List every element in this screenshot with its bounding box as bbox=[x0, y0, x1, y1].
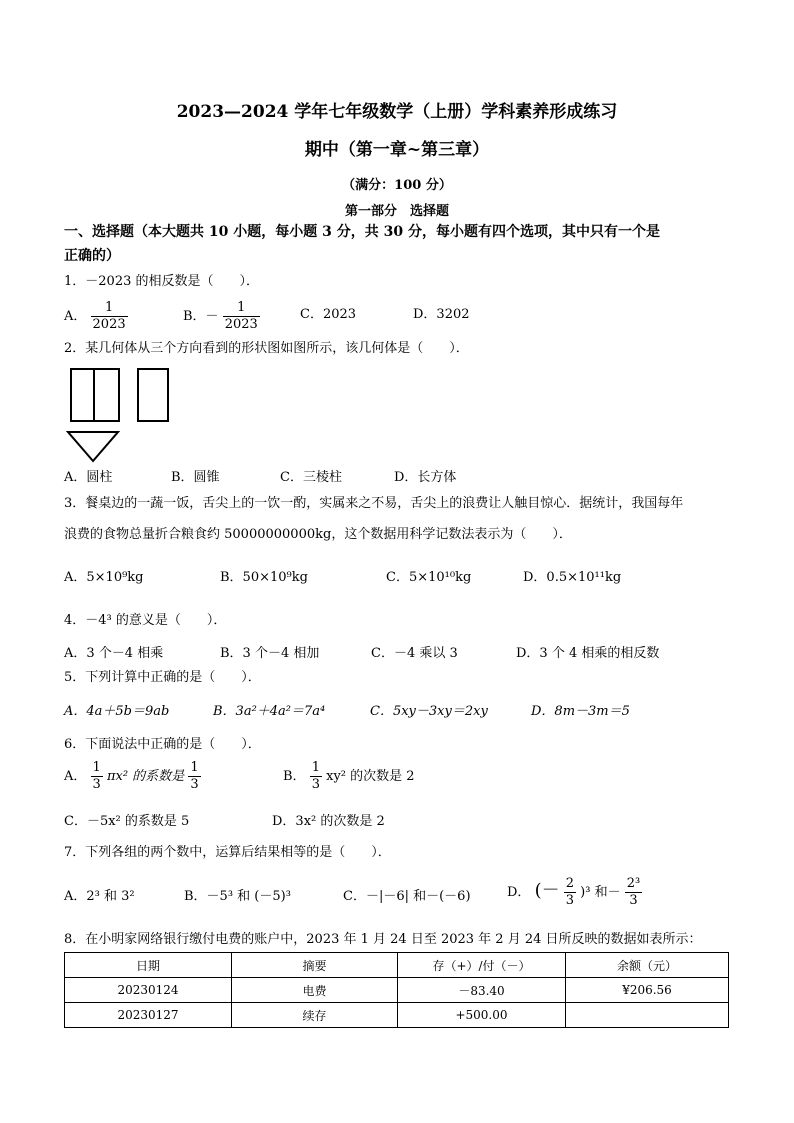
part-title: 第一部分 选择题 bbox=[344, 204, 449, 219]
q4-option-b: B．3 个－4 相加 bbox=[220, 646, 320, 661]
q7-option-d bbox=[507, 876, 642, 909]
q7-option-a: A．2³ 和 3² bbox=[64, 889, 135, 904]
score-note: （满分：100 分） bbox=[342, 178, 452, 193]
q1-a-numerator: 1 bbox=[91, 300, 128, 317]
q6-a-coefficient-fraction bbox=[188, 760, 200, 793]
q1-b-denominator: 2023 bbox=[224, 317, 258, 332]
q4-stem: 4．－4³ 的意义是（ ）． bbox=[64, 613, 227, 628]
q1-option-b bbox=[183, 300, 260, 333]
table-cell: 续存 bbox=[232, 1003, 398, 1028]
q5-option-a: A．4a＋5b＝9ab bbox=[64, 704, 170, 719]
q6-a-frac-den: 3 bbox=[92, 777, 101, 792]
q3-option-d: D．0.5×10¹¹kg bbox=[523, 570, 622, 585]
q6-stem: 6．下面说法中正确的是（ ）． bbox=[64, 737, 261, 752]
header-date: 日期 bbox=[65, 953, 232, 978]
section-heading-line2: 正确的） bbox=[64, 248, 120, 264]
q8-stem: 8．在小明家网络银行缴付电费的账户中，2023 年 1 月 24 日至 2023 年 2 月 24 日所反映的数据如表所示： bbox=[64, 932, 702, 947]
q1-a-label: A． bbox=[64, 309, 87, 324]
q1-stem: 1．－2023 的相反数是（ ）． bbox=[64, 274, 259, 289]
table-cell: ¥206.56 bbox=[566, 978, 729, 1003]
q2-stem: 2．某几何体从三个方向看到的形状图如图所示，该几何体是（ ）． bbox=[64, 341, 469, 356]
q2-option-a: A．圆柱 bbox=[64, 470, 113, 485]
q3-option-c: C．5×10¹⁰kg bbox=[386, 570, 472, 585]
q2-option-c: C．三棱柱 bbox=[280, 470, 342, 485]
q6-b-text: xy² 的次数是 2 bbox=[326, 769, 415, 784]
header-summary: 摘要 bbox=[232, 953, 398, 978]
q1-a-fraction bbox=[91, 300, 128, 333]
q7-stem: 7．下列各组的两个数中，运算后结果相等的是（ ）． bbox=[64, 845, 391, 860]
exam-title: 2023—2024 学年七年级数学（上册）学科素养形成练习 bbox=[176, 102, 618, 122]
q6-a-label: A． bbox=[64, 769, 87, 784]
q6-option-a bbox=[64, 760, 201, 793]
table-cell: 20230124 bbox=[65, 978, 232, 1003]
q7-option-c: C．－|－6| 和－(－6) bbox=[343, 889, 471, 904]
q6-option-c: C．－5x² 的系数是 5 bbox=[64, 814, 190, 829]
top-view-triangle bbox=[66, 430, 120, 464]
table-cell bbox=[566, 1003, 729, 1028]
q1-b-fraction bbox=[223, 300, 260, 333]
q6-a-fraction bbox=[91, 760, 103, 793]
q3-option-b: B．50×10⁹kg bbox=[220, 570, 308, 585]
q3-stem-line1: 3．餐桌边的一蔬一饭，舌尖上的一饮一酌，实属来之不易，舌尖上的浪费让人触目惊心．据统计，我国每年 bbox=[64, 496, 684, 511]
q6-a-frac-num: 1 bbox=[92, 760, 101, 775]
q3-stem-line2: 浪费的食物总量折合粮食约 50000000000kg，这个数据用科学记数法表示为（ ）． bbox=[64, 527, 572, 542]
q1-b-label: B．－ bbox=[183, 309, 219, 324]
front-view-rectangle bbox=[70, 368, 120, 422]
section-heading-line1: 一、选择题（本大题共 10 小题，每小题 3 分，共 30 分，每小题有四个选项，其中只有一个是 bbox=[64, 224, 660, 240]
q5-option-c: C．5xy－3xy＝2xy bbox=[370, 704, 488, 719]
q1-option-a bbox=[64, 300, 128, 333]
q6-b-fraction bbox=[310, 760, 322, 793]
q6-a-text: πx² 的系数是 bbox=[106, 769, 185, 784]
q7-d-frac-num: 2 bbox=[565, 876, 575, 891]
q6-b-frac-den: 3 bbox=[311, 777, 320, 792]
side-view-rectangle bbox=[137, 368, 169, 422]
table-cell: 电费 bbox=[232, 978, 398, 1003]
q2-option-d: D．长方体 bbox=[394, 470, 457, 485]
q7-d-label: D． bbox=[507, 885, 531, 900]
q2-option-b: B．圆锥 bbox=[171, 470, 220, 485]
q5-option-b: B．3a²＋4a²＝7a⁴ bbox=[213, 704, 326, 719]
table-row bbox=[65, 1003, 729, 1028]
q1-option-d: D．3202 bbox=[413, 307, 470, 322]
q7-option-b: B．－5³ 和 (－5)³ bbox=[184, 889, 291, 904]
q7-d-frac2-den: 3 bbox=[629, 893, 638, 908]
q7-d-fraction bbox=[564, 876, 576, 909]
q6-a-coef-den: 3 bbox=[190, 777, 199, 792]
q5-stem: 5．下列计算中正确的是（ ）． bbox=[64, 670, 261, 685]
table-row bbox=[65, 978, 729, 1003]
q1-option-c: C．2023 bbox=[300, 307, 357, 322]
q6-b-label: B． bbox=[283, 769, 306, 784]
table-cell: 20230127 bbox=[65, 1003, 232, 1028]
exam-subtitle: 期中（第一章~第三章） bbox=[304, 140, 490, 160]
q6-option-b bbox=[283, 760, 415, 793]
table-header-row bbox=[65, 953, 729, 978]
q6-b-frac-num: 1 bbox=[311, 760, 320, 775]
q6-option-d: D．3x² 的次数是 2 bbox=[272, 814, 385, 829]
header-deposit-pay: 存（+）/付（－） bbox=[398, 953, 566, 978]
table-cell: +500.00 bbox=[398, 1003, 566, 1028]
q7-d-open-paren: (－ bbox=[534, 880, 560, 901]
q6-a-coef-num: 1 bbox=[190, 760, 199, 775]
q7-d-frac-den: 3 bbox=[565, 893, 575, 908]
q4-option-a: A．3 个－4 相乘 bbox=[64, 646, 164, 661]
q7-d-fraction2 bbox=[625, 876, 642, 909]
q7-d-frac2-num: 2³ bbox=[626, 876, 641, 891]
q4-option-d: D．3 个 4 相乘的相反数 bbox=[516, 646, 660, 661]
q4-option-c: C．－4 乘以 3 bbox=[371, 646, 458, 661]
q7-d-close-paren: )³ 和－ bbox=[580, 885, 621, 900]
q3-option-a: A．5×10⁹kg bbox=[64, 570, 144, 585]
bank-record-table bbox=[64, 952, 729, 1028]
q5-option-d: D．8m－3m＝5 bbox=[531, 704, 630, 719]
q1-a-denominator: 2023 bbox=[92, 317, 126, 332]
header-balance: 余额（元） bbox=[566, 953, 729, 978]
front-view-divider bbox=[93, 368, 95, 422]
q1-b-numerator: 1 bbox=[223, 300, 260, 317]
table-cell: －83.40 bbox=[398, 978, 566, 1003]
